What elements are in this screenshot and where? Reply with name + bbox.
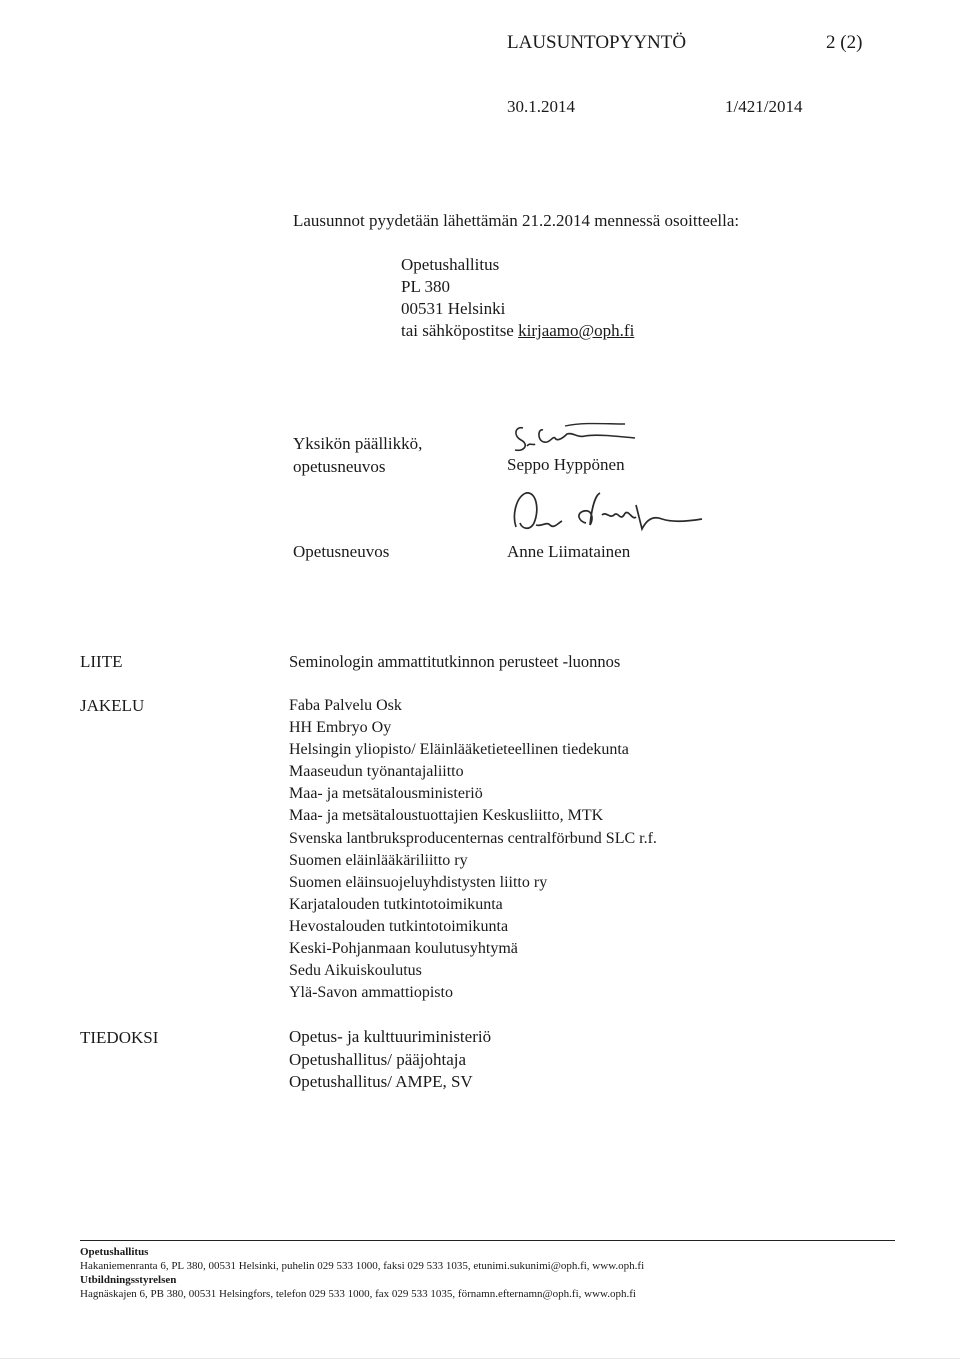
signer-2-role: Opetusneuvos (293, 542, 390, 561)
list-item: Opetushallitus/ pääjohtaja (289, 1049, 467, 1069)
footer (80, 1245, 644, 1301)
signer-1-name: Seppo Hyppönen (507, 455, 625, 474)
list-item: Suomen eläinlääkäriliitto ry (289, 851, 468, 869)
footer-details-sv: Hagnäskajen 6, PB 380, 00531 Helsingfors, telefon 029 533 1000, fax 029 533 1035, förnamn.efternamn@oph.fi, www.oph.fi (80, 1288, 636, 1300)
list-item: Karjatalouden tutkintotoimikunta (289, 895, 503, 913)
document-date: 30.1.2014 (507, 97, 575, 116)
email-link[interactable]: kirjaamo@oph.fi (518, 321, 635, 340)
list-item: Maa- ja metsätalousministeriö (289, 785, 483, 803)
footer-org-fi: Opetushallitus (80, 1246, 149, 1258)
list-item: Svenska lantbruksproducenternas centralförbund SLC r.f. (289, 829, 657, 847)
signature-seppo-hypponen (505, 416, 655, 458)
list-item: Keski-Pohjanmaan koulutusyhtymä (289, 940, 518, 958)
signer-2-name: Anne Liimatainen (507, 542, 631, 561)
list-item: Ylä-Savon ammattiopisto (289, 984, 453, 1002)
reference-number: 1/421/2014 (725, 97, 803, 116)
list-item: Sedu Aikuiskoulutus (289, 962, 422, 980)
list-item: Maaseudun työnantajaliitto (289, 763, 464, 781)
footer-divider (80, 1240, 895, 1241)
liite-text: Seminologin ammattitutkinnon perusteet -luonnos (289, 652, 621, 671)
footer-org-sv: Utbildningsstyrelsen (80, 1274, 177, 1286)
address-line: Opetushallitus (401, 255, 500, 274)
scan-edge (0, 1358, 960, 1359)
submission-instructions: Lausunnot pyydetään lähettämän 21.2.2014 mennessä osoitteella: (293, 211, 740, 230)
document-type: LAUSUNTOPYYNTÖ (507, 32, 687, 53)
tiedoksi-list (289, 1026, 491, 1094)
list-item: Opetushallitus/ AMPE, SV (289, 1072, 473, 1091)
list-item: Opetus- ja kulttuuriministeriö (289, 1027, 492, 1046)
list-item: Maa- ja metsätaloustuottajien Keskusliitto, MTK (289, 807, 604, 825)
list-item: Hevostalouden tutkintotoimikunta (289, 917, 509, 935)
tiedoksi-label: TIEDOKSI (80, 1028, 159, 1047)
signature-anne-liimatainen (506, 485, 706, 540)
email-line: tai sähköpostitse kirjaamo@oph.fi (401, 321, 635, 340)
address-line: 00531 Helsinki (401, 299, 506, 318)
list-item: Suomen eläinsuojeluyhdistysten liitto ry (289, 873, 548, 891)
list-item: Helsingin yliopisto/ Eläinlääketieteellinen tiedekunta (289, 741, 629, 759)
page-number: 2 (2) (826, 32, 863, 53)
address-block (401, 254, 634, 342)
liite-label: LIITE (80, 652, 123, 671)
signer-1-role: Yksikön päällikkö, opetusneuvos (293, 434, 423, 476)
list-item: HH Embryo Oy (289, 719, 392, 737)
list-item: Faba Palvelu Osk (289, 697, 402, 714)
footer-details-fi: Hakaniemenranta 6, PL 380, 00531 Helsinki, puhelin 029 533 1000, faksi 029 533 1035, etunimi.sukunimi@oph.fi, www.oph.fi (80, 1260, 645, 1272)
jakelu-list (289, 695, 657, 1004)
jakelu-label: JAKELU (80, 696, 145, 715)
address-line: PL 380 (401, 277, 450, 296)
